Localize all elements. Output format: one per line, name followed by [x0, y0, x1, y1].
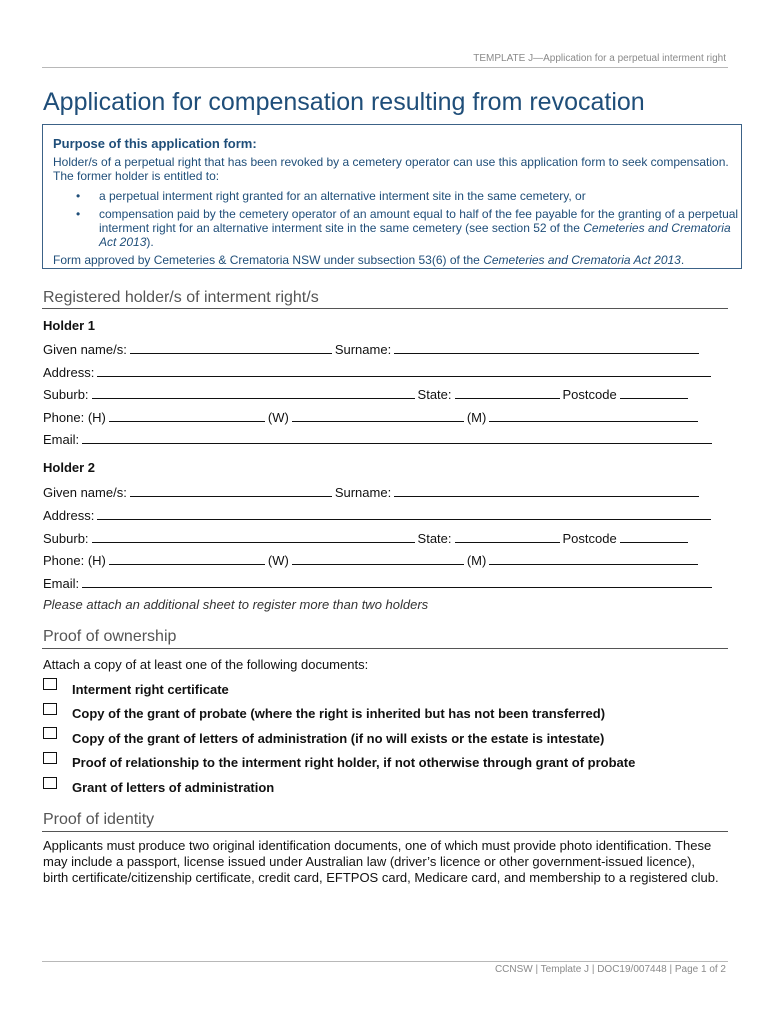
phone-mobile-label: (M)	[466, 553, 487, 568]
suburb-field[interactable]	[92, 386, 415, 399]
address-label: Address:	[43, 365, 95, 380]
holder-2-heading: Holder 2	[43, 460, 96, 475]
header-rule	[42, 67, 728, 68]
holder-1-name-row	[43, 341, 733, 357]
bullet-icon: •	[76, 207, 81, 221]
bullet-icon: •	[76, 189, 81, 203]
address-field[interactable]	[97, 364, 711, 377]
holder-1-suburb-row	[43, 386, 733, 402]
purpose-bullet-1: a perpetual interment right granted for an alternative interment site in the same cemetery, or	[99, 189, 586, 203]
surname-field[interactable]	[394, 341, 699, 354]
holder-1-address-row	[43, 364, 733, 380]
email-label: Email:	[43, 576, 80, 591]
purpose-approved: Form approved by Cemeteries & Crematoria NSW under subsection 53(6) of the Cemeteries and Crematoria Act 2013.	[53, 253, 685, 267]
phone-work-field[interactable]	[292, 552, 464, 565]
phone-work-field[interactable]	[292, 409, 464, 422]
state-field[interactable]	[455, 530, 560, 543]
section-heading-identity: Proof of identity	[43, 811, 155, 828]
surname-field[interactable]	[394, 484, 699, 497]
checkbox-label: Copy of the grant of letters of administration (if no will exists or the estate is intestate)	[72, 731, 605, 746]
purpose-intro: Holder/s of a perpetual right that has been revoked by a cemetery operator can use this application form to seek compensation. The former holder is entitled to:	[53, 155, 729, 183]
holder-2-address-row	[43, 507, 733, 523]
section-rule	[42, 831, 728, 832]
section-rule	[42, 308, 728, 309]
given-name-field[interactable]	[130, 484, 332, 497]
holder-1-email-row	[43, 431, 733, 447]
checkbox-certificate[interactable]	[43, 678, 57, 690]
checkbox-grant-letters[interactable]	[43, 777, 57, 789]
email-label: Email:	[43, 432, 80, 447]
checkbox-relationship[interactable]	[43, 752, 57, 764]
holder-2-email-row	[43, 575, 733, 591]
checkbox-probate[interactable]	[43, 703, 57, 715]
identity-text: Applicants must produce two original identification documents, one of which must provide photo identification. These may include a passport, license issued under Australian law (driver’s licence or other government-issued licence), birth certificate/citizenship certificate, credit card, EFTPOS card, Medicare card, and membership to a registered club.	[43, 838, 719, 885]
holder-1-phone-row	[43, 409, 733, 425]
page-footer: CCNSW | Template J | DOC19/007448 | Page 1 of 2	[494, 964, 726, 975]
given-name-label: Given name/s:	[43, 342, 127, 357]
postcode-label: Postcode	[562, 531, 617, 546]
phone-home-label: Phone: (H)	[43, 553, 106, 568]
surname-label: Surname:	[334, 485, 392, 500]
email-field[interactable]	[82, 575, 712, 588]
given-name-label: Given name/s:	[43, 485, 127, 500]
postcode-field[interactable]	[620, 386, 688, 399]
given-name-field[interactable]	[130, 341, 332, 354]
additional-holders-note: Please attach an additional sheet to register more than two holders	[43, 597, 429, 612]
section-heading-ownership: Proof of ownership	[43, 628, 177, 645]
purpose-heading: Purpose of this application form:	[53, 136, 257, 151]
footer-rule	[42, 961, 728, 962]
postcode-label: Postcode	[562, 387, 617, 402]
section-rule	[42, 648, 728, 649]
postcode-field[interactable]	[620, 530, 688, 543]
phone-work-label: (W)	[267, 553, 289, 568]
suburb-label: Suburb:	[43, 531, 89, 546]
section-heading-registered: Registered holder/s of interment right/s	[43, 289, 319, 306]
state-field[interactable]	[455, 386, 560, 399]
purpose-bullet-2: compensation paid by the cemetery operator of an amount equal to half of the fee payable for the granting of a perpetual interment right for an alternative interment site in the same cemetery (see section 52 of the Cemeteries and Crematoria Act 2013).	[99, 207, 739, 249]
state-label: State:	[417, 531, 452, 546]
checkbox-label: Proof of relationship to the interment right holder, if not otherwise through grant of probate	[72, 755, 636, 770]
checkbox-label: Interment right certificate	[72, 682, 229, 697]
phone-mobile-label: (M)	[466, 410, 487, 425]
checkbox-letters-administration[interactable]	[43, 727, 57, 739]
phone-home-label: Phone: (H)	[43, 410, 106, 425]
phone-home-field[interactable]	[109, 552, 265, 565]
holder-2-suburb-row	[43, 530, 733, 546]
phone-work-label: (W)	[267, 410, 289, 425]
phone-home-field[interactable]	[109, 409, 265, 422]
phone-mobile-field[interactable]	[489, 409, 698, 422]
email-field[interactable]	[82, 431, 712, 444]
checkbox-label: Grant of letters of administration	[72, 780, 275, 795]
holder-2-phone-row	[43, 552, 733, 568]
suburb-field[interactable]	[92, 530, 415, 543]
page-title: Application for compensation resulting from revocation	[43, 88, 645, 116]
checkbox-label: Copy of the grant of probate (where the right is inherited but has not been transferred)	[72, 706, 606, 721]
state-label: State:	[417, 387, 452, 402]
holder-2-name-row	[43, 484, 733, 500]
address-label: Address:	[43, 508, 95, 523]
ownership-instructions: Attach a copy of at least one of the following documents:	[43, 657, 369, 672]
holder-1-heading: Holder 1	[43, 318, 96, 333]
phone-mobile-field[interactable]	[489, 552, 698, 565]
page-header: TEMPLATE J—Application for a perpetual interment right	[473, 53, 726, 64]
surname-label: Surname:	[334, 342, 392, 357]
suburb-label: Suburb:	[43, 387, 89, 402]
address-field[interactable]	[97, 507, 711, 520]
